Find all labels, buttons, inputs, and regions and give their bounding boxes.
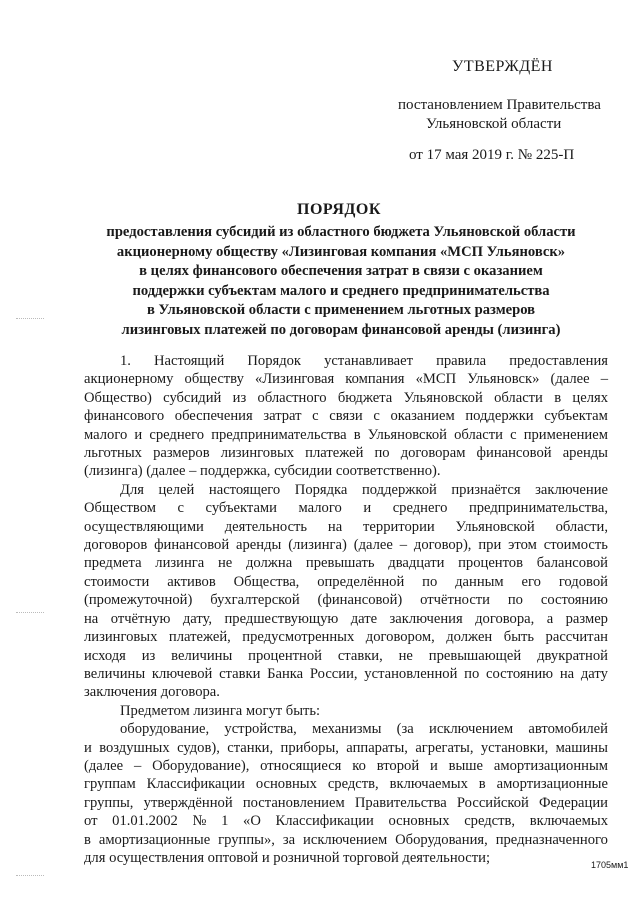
text-line: группам Классификации основных средств, включаемых в амортизационные [84, 776, 608, 793]
text-line: в амортизационные группы», за исключением Оборудования, предназначенного [84, 831, 608, 848]
text-line: Обществом с субъектами малого и среднего предпринимательства, [84, 500, 608, 517]
text-line: стоимости активов Общества, определённой по данным его годовой [84, 573, 608, 590]
document-body [84, 352, 608, 867]
text-line: (далее – Оборудование), относящиеся ко второй и выше амортизационным [84, 757, 608, 774]
text-line: акционерному обществу «Лизинговая компания «МСП Ульяновск» (далее – [84, 371, 608, 388]
margin-mark [16, 318, 44, 319]
text-line: Для целей настоящего Порядка поддержкой признаётся заключение [120, 481, 608, 498]
subtitle-line: поддержки субъектам малого и среднего предпринимательства [132, 282, 550, 299]
text-line: осуществляющими деятельность на территории Ульяновской области, [84, 518, 608, 535]
subtitle-line: акционерному обществу «Лизинговая компания «МСП Ульяновск» [116, 243, 566, 260]
text-line: (лизинга) (далее – поддержка, субсидии соответственно). [84, 463, 441, 480]
subtitle-line: предоставления субсидий из областного бюджета Ульяновской области [106, 224, 576, 240]
footer-code: 1705мм1 [591, 860, 629, 870]
text-line: финансового обеспечения затрат с связи с оказанием поддержки субъектам [84, 408, 608, 425]
paragraph [84, 702, 608, 720]
subtitle-line: в целях финансового обеспечения затрат в связи с оказанием [139, 263, 543, 280]
subtitle-line: лизинговых платежей по договорам финансовой аренды (лизинга) [121, 321, 561, 338]
approval-by-line: постановлением Правительства [398, 97, 601, 113]
margin-mark [16, 612, 44, 613]
text-line: группы, утверждённой постановлением Правительства Российской Федерации [84, 794, 608, 811]
text-line: для осуществления оптовой и розничной торговой деятельности; [84, 849, 491, 866]
text-line: на отчётную дату, предшествующую дате заключения договора, а размер [84, 610, 608, 627]
text-line: величины ключевой ставки Банка России, установленной по состоянию на дату [84, 665, 608, 682]
approval-region-line: Ульяновской области [426, 116, 562, 132]
paragraph [84, 481, 608, 702]
approval-stamp-title: УТВЕРЖДЁН [452, 58, 553, 75]
approval-date: от 17 мая 2019 г. № 225-П [409, 147, 575, 163]
text-line: исходя из величины процентной ставки, не превышающей двукратной [84, 647, 608, 664]
text-line: Предметом лизинга могут быть: [120, 702, 321, 719]
text-line: лизинговых платежей, предусмотренных договором, должен быть рассчитан [84, 629, 608, 646]
document-title: ПОРЯДОК [297, 201, 381, 218]
text-line: заключения договора. [84, 684, 220, 701]
text-line: малого и среднего предпринимательства в Ульяновской области с применением [84, 426, 608, 443]
text-line: от 01.01.2002 № 1 «О Классификации основных средств, включаемых [84, 813, 608, 830]
text-line: оборудование, устройства, механизмы (за исключением автомобилей [120, 721, 608, 738]
text-line: договоров финансовой аренды (лизинга) (далее – договор), при этом стоимость [84, 537, 608, 554]
text-line: Общество) субсидий из областного бюджета Ульяновской области в целях [84, 389, 608, 406]
margin-mark [16, 875, 44, 876]
text-line: (промежуточной) бухгалтерской (финансовой) отчётности по состоянию [84, 592, 608, 609]
text-line: льготных размеров лизинговых платежей по договорам финансовой аренды [84, 445, 608, 462]
text-line: и воздушных судов), станки, приборы, аппараты, агрегаты, установки, машины [84, 739, 608, 756]
text-line: предмета лизинга не должна превышать двадцати процентов балансовой [84, 555, 608, 572]
subtitle-line: в Ульяновской области с применением льготных размеров [146, 302, 536, 319]
text-line: 1. Настоящий Порядок устанавливает правила предоставления [120, 353, 608, 369]
paragraph [84, 720, 608, 867]
paragraph [84, 352, 608, 481]
document-subtitle [96, 223, 586, 341]
